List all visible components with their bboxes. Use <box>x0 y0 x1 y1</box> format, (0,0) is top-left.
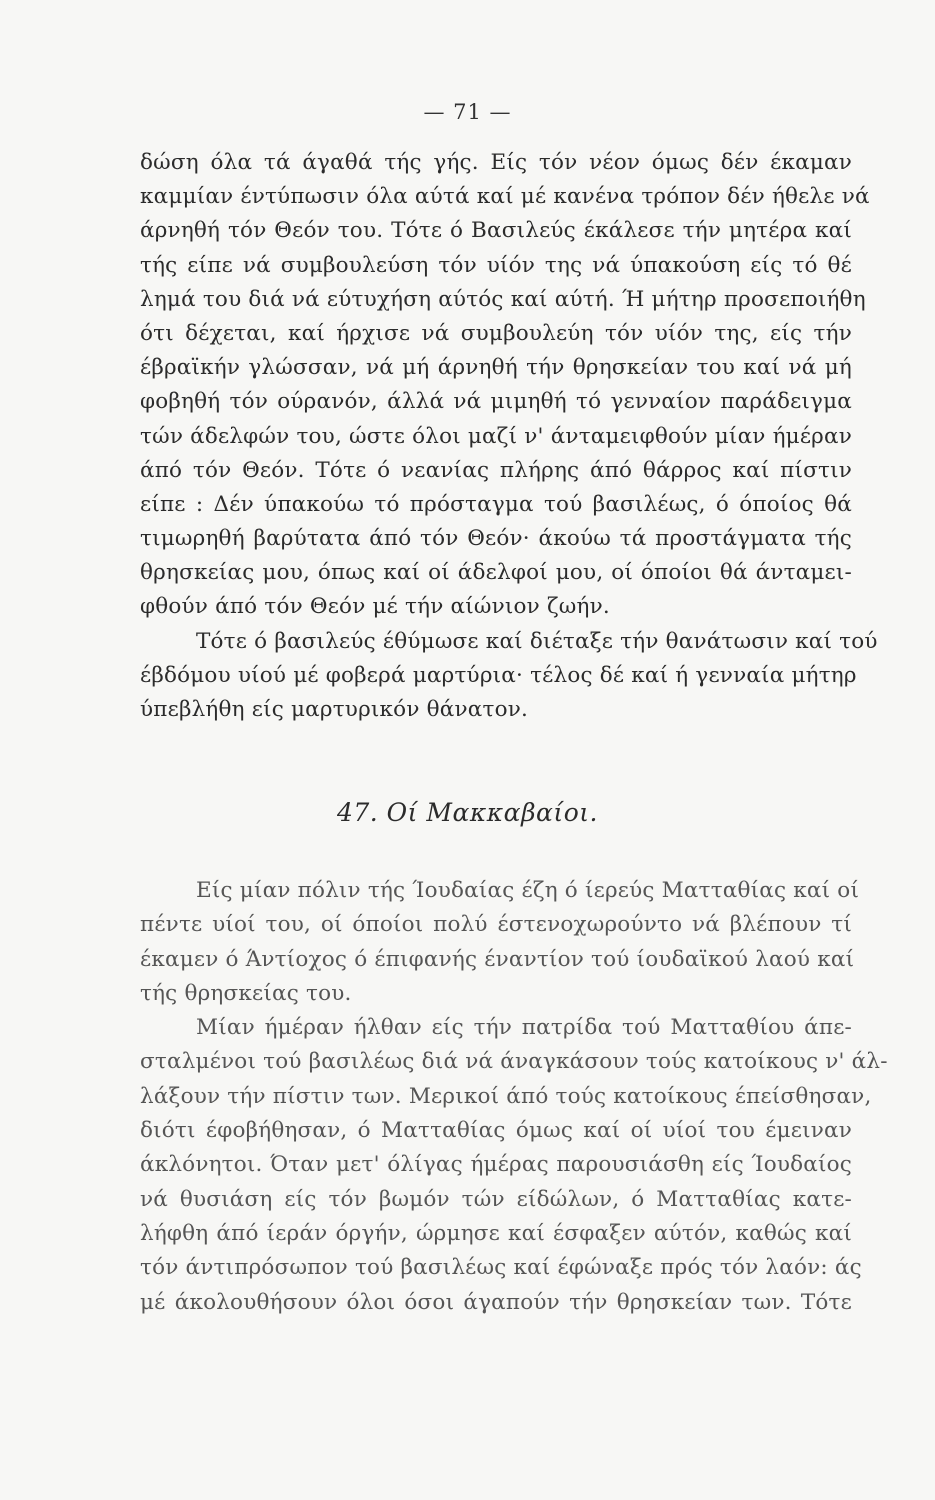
text-line: τών άδελφών του, ώστε όλοι μαζί ν' άνταμειφθούν μίαν ήμέραν <box>140 423 853 449</box>
text-line: λημά του διά νά εύτυχήση αύτός καί αύτή. Ή μήτηρ προσεποιήθη <box>140 286 866 312</box>
text-line: λάξουν τήν πίστιν των. Μερικοί άπό τούς κατοίκους έπείσθησαν, <box>140 1083 872 1109</box>
text-line: νά θυσιάση είς τόν βωμόν τών είδώλων, ό Ματταθίας κατε- <box>140 1186 852 1212</box>
lower-paragraph <box>140 874 888 1320</box>
page-number: — 71 — <box>423 100 512 124</box>
text-line: διότι έφοβήθησαν, ό Ματταθίας όμως καί οί υίοί του έμειναν <box>140 1118 852 1144</box>
text-line: Μίαν ήμέραν ήλθαν είς τήν πατρίδα τού Ματταθίου άπε- <box>196 1015 852 1041</box>
text-line: έκαμεν ό Άντίοχος ό έπιφανής έναντίον τού ίουδαϊκού λαού καί <box>140 946 855 972</box>
text-line: μέ άκολουθήσουν όλοι όσοι άγαπούν τήν θρησκείαν των. Τότε <box>140 1289 852 1315</box>
section-heading: 47. Οί Μακκαβαίοι. <box>336 798 599 827</box>
text-line: έβδόμου υίού μέ φοβερά μαρτύρια· τέλος δέ καί ή γενναία μήτηρ <box>140 662 857 688</box>
text-line: σταλμένοι τού βασιλέως διά νά άναγκάσουν τούς κατοίκους ν' άλ- <box>140 1049 888 1075</box>
text-line: άρνηθή τόν Θεόν του. Τότε ό Βασιλεύς έκάλεσε τήν μητέρα καί <box>140 218 852 244</box>
text-line: λήφθη άπό ίεράν όργήν, ώρμησε καί έσφαξεν αύτόν, καθώς καί <box>140 1220 852 1246</box>
text-line: δώση όλα τά άγαθά τής γής. Είς τόν νέον όμως δέν έκαμαν <box>140 150 852 175</box>
text-line: Είς μίαν πόλιν τής Ίουδαίας έζη ό ίερεύς Ματταθίας καί οί <box>196 878 860 903</box>
text-line: τής είπε νά συμβουλεύση τόν υίόν της νά ύπακούση είς τό θέ <box>140 252 852 278</box>
text-line: φθούν άπό τόν Θεόν μέ τήν αίώνιον ζωήν. <box>140 594 610 620</box>
text-line: ότι δέχεται, καί ήρχισε νά συμβουλεύη τόν υίόν της, είς τήν <box>140 320 852 346</box>
text-line: είπε : Δέν ύπακούω τό πρόσταγμα τού βασιλέως, ό όποίος θά <box>140 491 852 517</box>
text-line: τής θρησκείας του. <box>140 980 352 1006</box>
text-line: πέντε υίοί του, οί όποίοι πολύ έστενοχωρούντο νά βλέπουν τί <box>140 912 852 938</box>
text-line: ύπεβλήθη είς μαρτυρικόν θάνατον. <box>140 697 529 722</box>
text-line: άπό τόν Θεόν. Τότε ό νεανίας πλήρης άπό θάρρος καί πίστιν <box>140 457 852 483</box>
text-line: θρησκείας μου, όπως καί οί άδελφοί μου, οί όποίοι θά άνταμει- <box>140 560 852 586</box>
text-line: τόν άντιπρόσωπον τού βασιλέως καί έφώναξε πρός τόν λαόν: άς <box>140 1255 862 1281</box>
text-line: άκλόνητοι. Όταν μετ' όλίγας ήμέρας παρουσιάσθη είς Ίουδαίος <box>140 1152 852 1178</box>
text-line: καμμίαν έντύπωσιν όλα αύτά καί μέ κανένα τρόπον δέν ήθελε νά <box>140 184 870 210</box>
text-line: τιμωρηθή βαρύτατα άπό τόν Θεόν· άκούω τά προστάγματα τής <box>140 526 852 552</box>
text-line: Τότε ό βασιλεύς έθύμωσε καί διέταξε τήν θανάτωσιν καί τού <box>196 628 878 654</box>
text-line: φοβηθή τόν ούρανόν, άλλά νά μιμηθή τό γενναίον παράδειγμα <box>140 389 852 415</box>
text-line: έβραϊκήν γλώσσαν, νά μή άρνηθή τήν θρησκείαν του καί νά μή <box>140 355 852 381</box>
upper-paragraph <box>140 146 878 727</box>
